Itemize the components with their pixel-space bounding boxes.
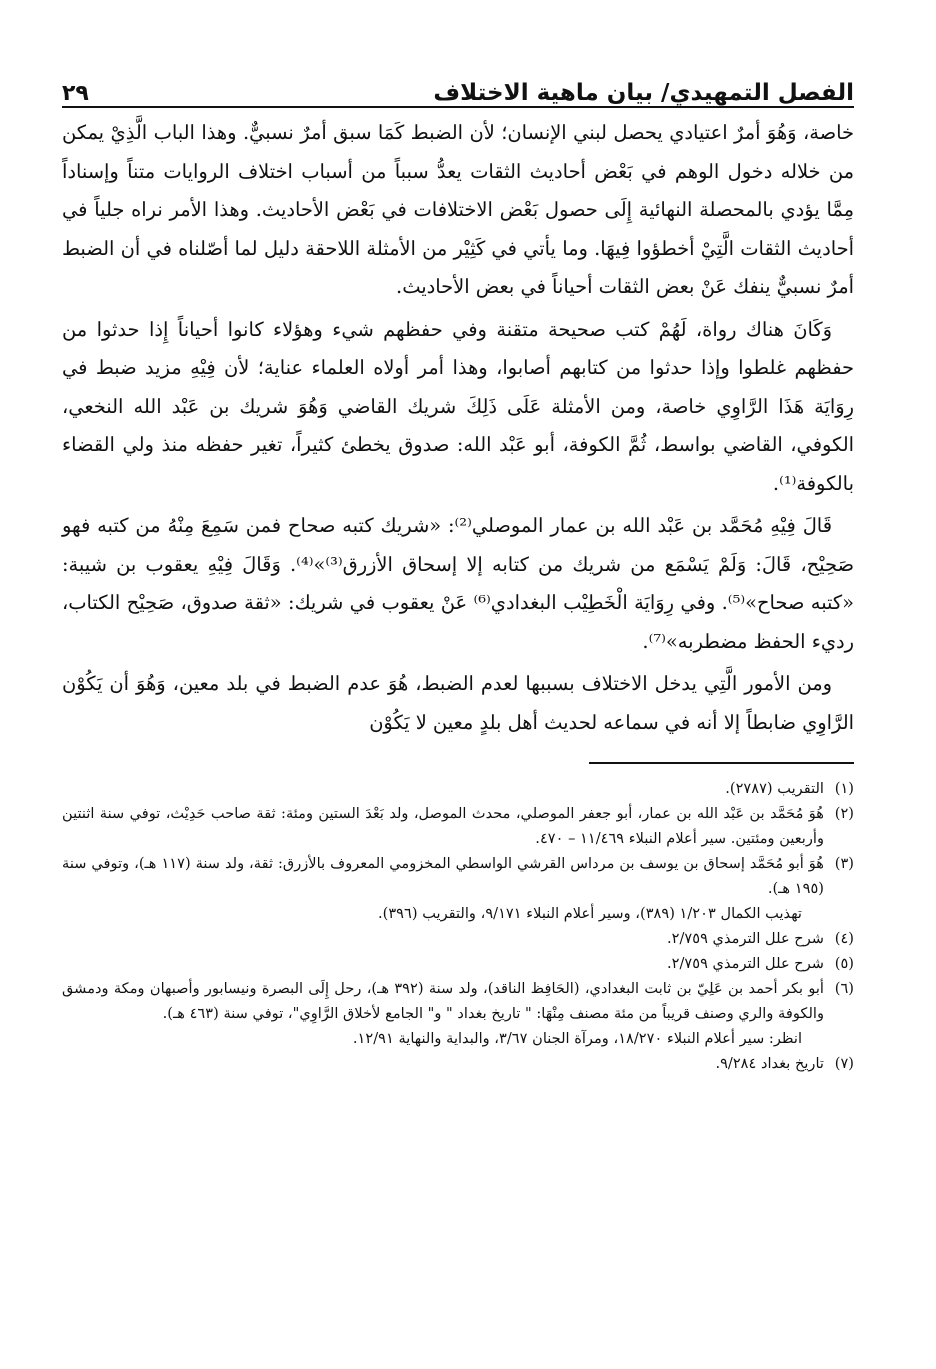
footnote <box>62 926 854 951</box>
footnote-text: هُوَ مُحَمَّد بن عَبْد الله بن عمار، أبو جعفر الموصلي، محدث الموصل، ولد بَعْدَ الستين ومئة: ثقة صاحب حَدِيْث، توفي سنة اثنتين وأربعين ومئتين. سير أعلام النبلاء ١١/٤٦٩ – ٤٧٠. <box>62 805 824 847</box>
footnote <box>62 851 854 926</box>
footnotes <box>62 776 854 1076</box>
footnote-text <box>62 976 824 1051</box>
footnote-main: هُوَ أبو مُحَمَّد إسحاق بن يوسف بن مرداس القرشي الواسطي المخزومي المعروف بالأزرق: ثقة، ولد سنة (١١٧ هـ)، وتوفي سنة (١٩٥ هـ). <box>62 855 824 897</box>
paragraph: خاصة، وَهُوَ أمرٌ اعتيادي يحصل لبني الإنسان؛ لأن الضبط كَمَا سبق أمرٌ نسبيٌّ. وهذا الباب الَّذِيْ يمكن من خلاله دخول الوهم في بَعْض أحاديث الثقات يعدُّ سبباً من أسباب اختلاف الروايات متناً وإسناداً مِمَّا يؤدي بالمحصلة النهائية إِلَى حصول بَعْض الاختلافات في بَعْض الأحاديث. وهذا الأمر نراه جلياً في أحاديث الثقات الَّتِيْ أخطؤوا فِيهَا. وما يأتي في كَثِيْر من الأمثلة اللاحقة دليل لما أصّلناه في أن الضبط أمرٌ نسبيٌّ ينفك عَنْ بعض الثقات أحياناً في بعض الأحاديث. <box>62 121 854 298</box>
footnote-number: (٦) <box>834 980 854 997</box>
footnote-text <box>62 851 824 926</box>
paragraph: وَكَانَ هناك رواة، لَهُمْ كتب صحيحة متقنة وفي حفظهم شيء وهؤلاء كانوا أحياناً إِذا حدثوا من حفظهم غلطوا وإذا حدثوا من كتابهم أصابوا، وهذا أمر أولاه العلماء عناية؛ لأن فِيْهِ مزيد ضبط في رِوَايَة هَذَا الرَّاوِي خاصة، ومن الأمثلة عَلَى ذَلِكَ شريك القاضي وَهُوَ شريك بن عَبْد الله النخعي، الكوفي، القاضي بواسط، ثُمَّ الكوفة، أبو عَبْد الله: صدوق يخطئ كثيراً، تغير حفظه منذ ولي القضاء بالكوفة⁽¹⁾. <box>62 317 854 495</box>
running-header <box>62 66 854 108</box>
footnote-number: (١) <box>834 780 854 797</box>
footnote-text: شرح علل الترمذي ٢/٧٥٩. <box>667 955 824 972</box>
footnote-number: (٥) <box>834 955 854 972</box>
footnote <box>62 776 854 801</box>
footnote <box>62 801 854 851</box>
footnote-number: (٢) <box>834 805 854 822</box>
main-text <box>62 114 854 742</box>
footnote-separator <box>589 762 854 764</box>
footnote <box>62 976 854 1051</box>
footnote-text: شرح علل الترمذي ٢/٧٥٩. <box>667 930 824 947</box>
paragraph: ومن الأمور الَّتِي يدخل الاختلاف بسببها لعدم الضبط، هُوَ عدم الضبط في بلد معين، وَهُوَ أن يَكُوْن الرَّاوِي ضابطاً إلا أنه في سماعه لحديث أهل بلدٍ معين لا يَكُوْن <box>62 672 854 734</box>
footnote-references: انظر: سير أعلام النبلاء ١٨/٢٧٠، ومرآة الجنان ٣/٦٧، والبداية والنهاية ١٢/٩١. <box>352 1030 802 1047</box>
footnote <box>62 951 854 976</box>
footnote-references: تهذيب الكمال ١/٢٠٣ (٣٨٩)، وسير أعلام النبلاء ٩/١٧١، والتقريب (٣٩٦). <box>378 905 802 922</box>
footnote-number: (٧) <box>834 1055 854 1072</box>
page-number: ٢٩ <box>62 81 89 106</box>
footnote-text: تاريخ بغداد ٩/٢٨٤. <box>715 1055 824 1072</box>
book-page <box>62 66 854 1076</box>
footnote-number: (٤) <box>834 930 854 947</box>
paragraph: قَالَ فِيْهِ مُحَمَّد بن عَبْد الله بن عمار الموصلي⁽²⁾: «شريك كتبه صحاح فمن سَمِعَ مِنْهُ من كتبه فهو صَحِيْح، قَالَ: وَلَمْ يَسْمَع من شريك من كتابه إلا إسحاق الأزرق⁽³⁾»⁽⁴⁾. وَقَالَ فِيْهِ يعقوب بن شيبة: «كتبه صحاح»⁽⁵⁾. وفي رِوَايَة الْخَطِيْب البغدادي⁽⁶⁾ عَنْ يعقوب في شريك: «ثقة صدوق، صَحِيْح الكتاب، رديء الحفظ مضطربه»⁽⁷⁾. <box>62 514 854 653</box>
chapter-title: الفصل التمهيدي/ بيان ماهية الاختلاف <box>433 80 854 106</box>
footnote-text: التقريب (٢٧٨٧). <box>725 780 824 797</box>
footnote <box>62 1051 854 1076</box>
footnote-main: أبو بكر أحمد بن عَلِيّ بن ثابت البغدادي، (الحَافِظ الناقد)، ولد سنة (٣٩٢ هـ)، رحل إِلَى البصرة ونيسابور وأصبهان ومكة ودمشق والكوفة والري وصنف قريباً من مئة مصنف مِنْهَا: " تاريخ بغداد " و" الجامع لأخلاق الرَّاوِي"، توفي سنة (٤٦٣ هـ). <box>62 980 824 1022</box>
footnote-number: (٣) <box>834 855 854 872</box>
